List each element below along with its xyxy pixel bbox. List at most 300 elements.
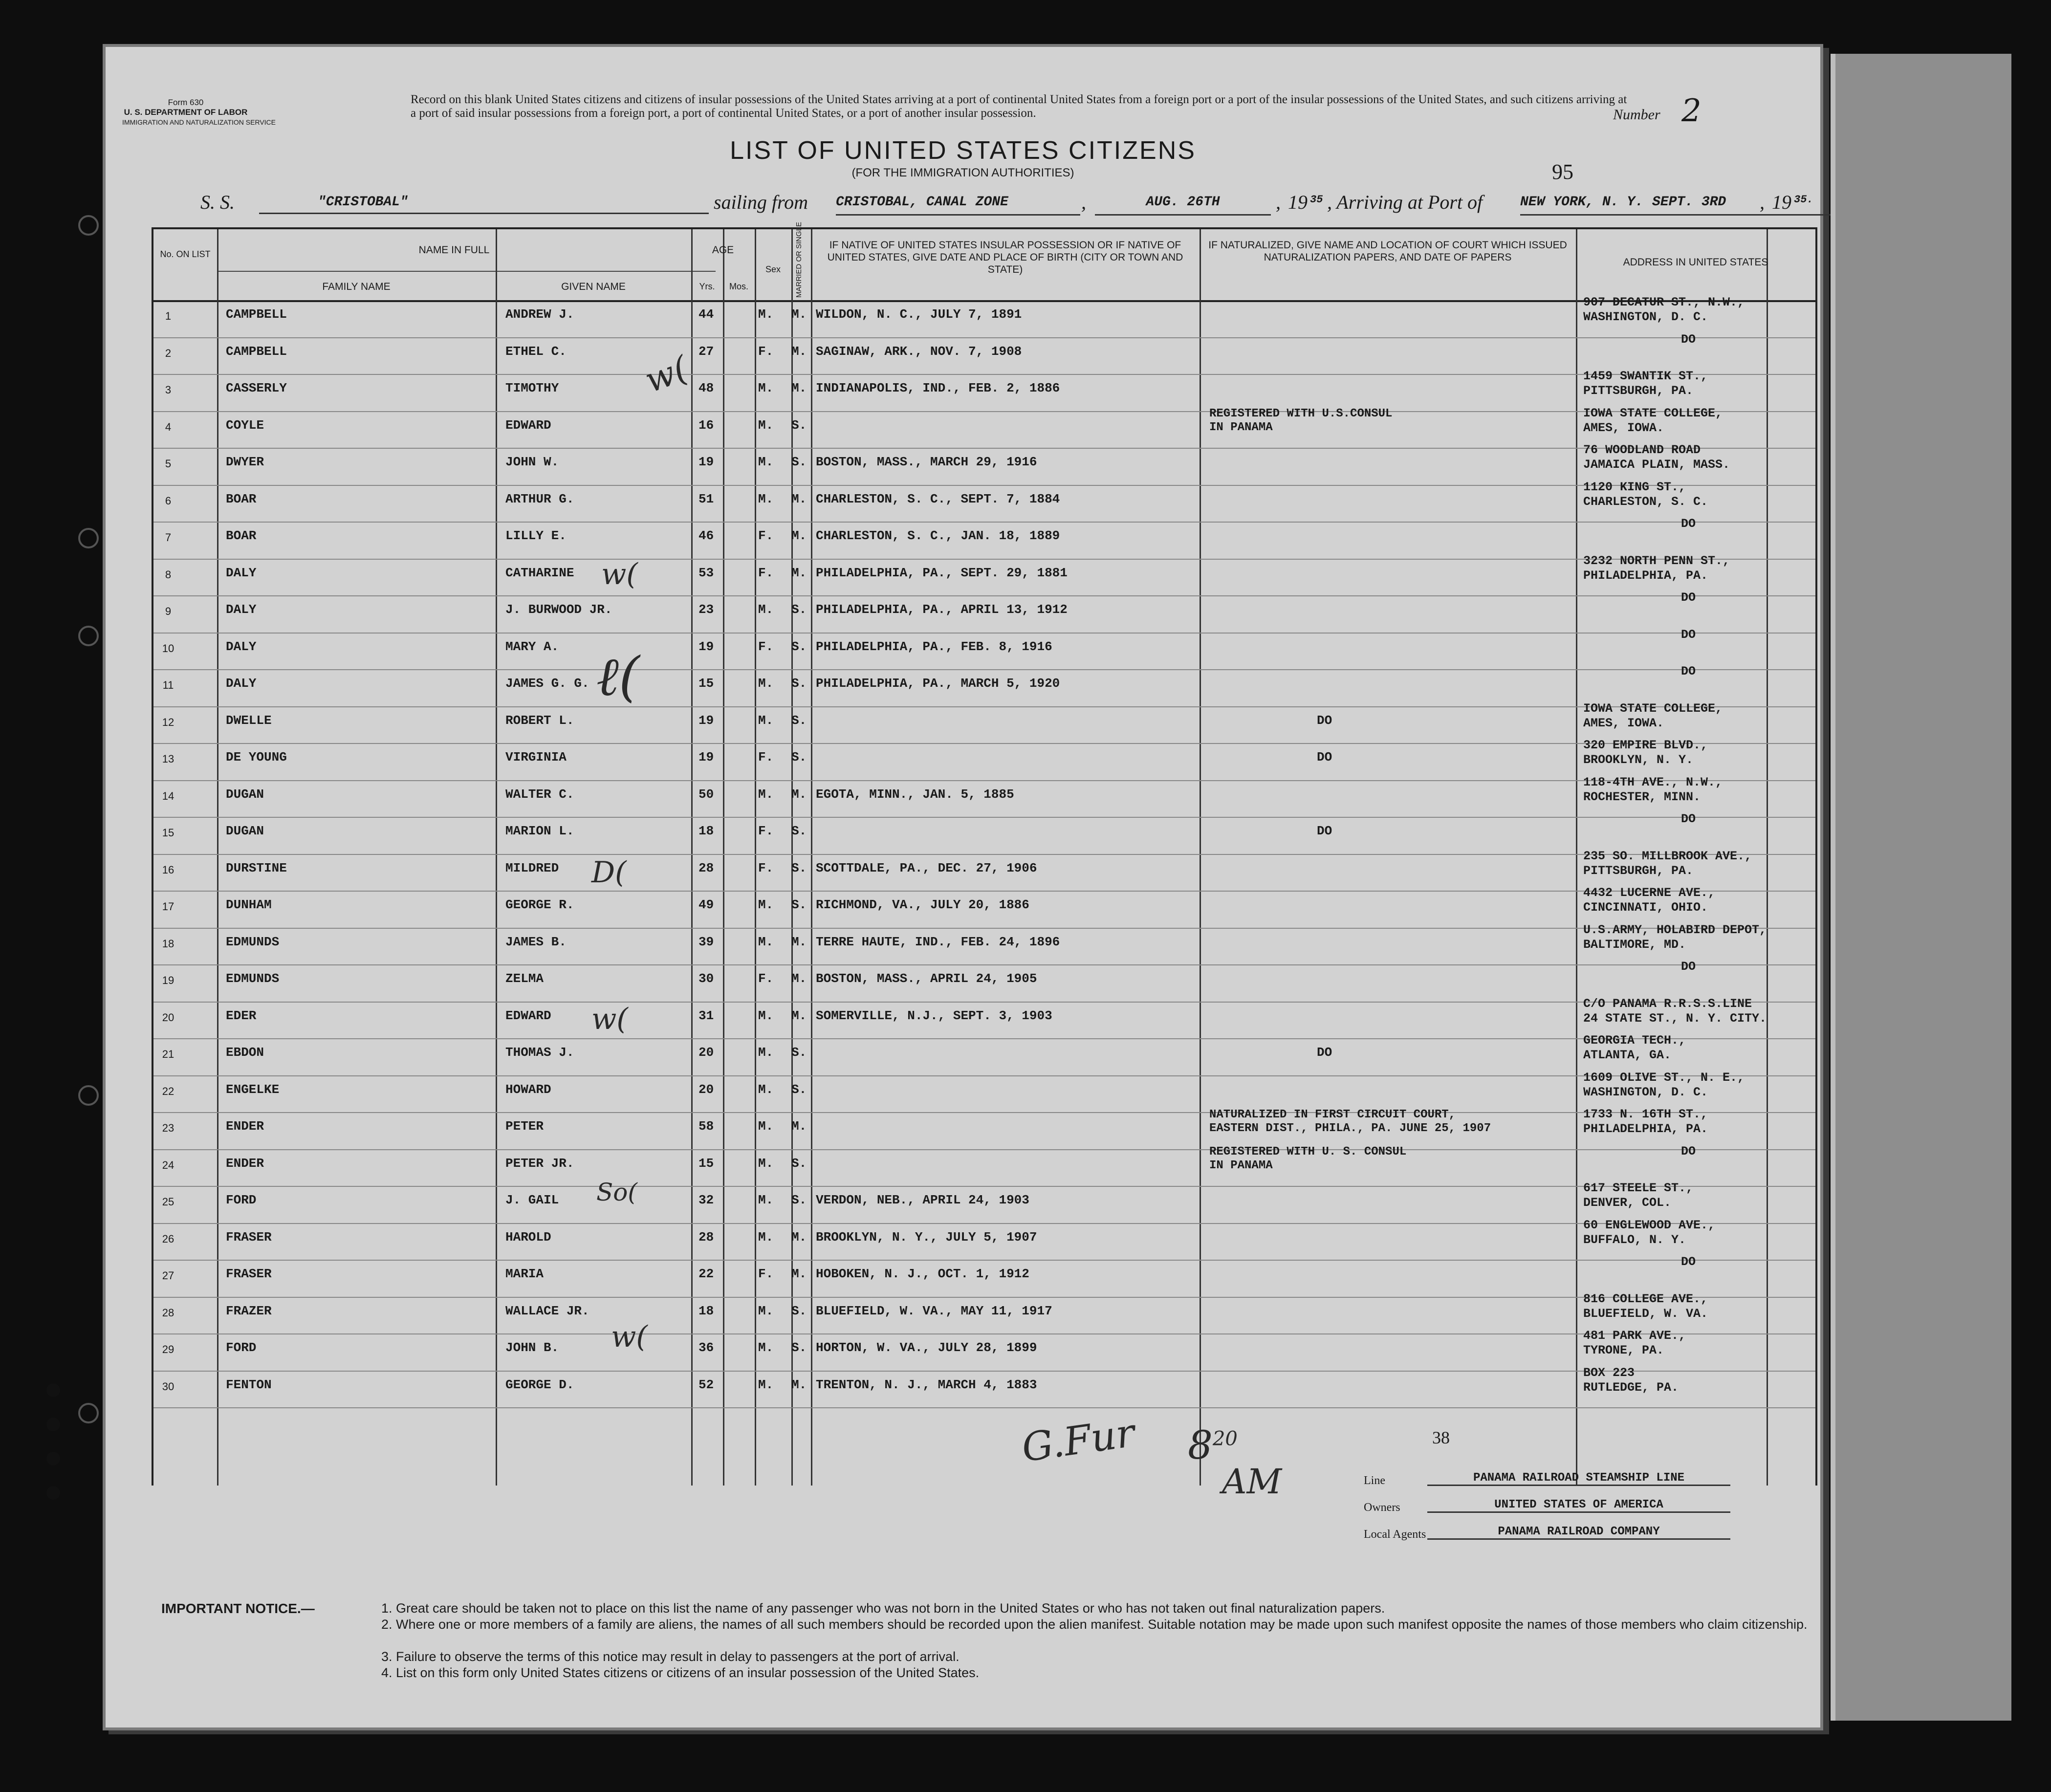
cell-age: 23 [698,602,714,617]
notice-item-3: 3. Failure to observe the terms of this notice may result in delay to passengers at the port of arrival. [381,1649,960,1664]
cell-birth: RICHMOND, VA., JULY 20, 1886 [816,897,1029,912]
cell-given: JOHN B. [505,1340,559,1355]
cell-family: DUGAN [226,787,264,802]
cell-sex: M. [758,934,774,949]
col-given-name: GIVEN NAME [561,281,626,292]
col-no-on-list: No. ON LIST [160,249,211,259]
address-line-1: 118-4TH AVE., N.W., [1583,775,1723,789]
table-row [153,664,1815,706]
cell-birth: TERRE HAUTE, IND., FEB. 24, 1896 [816,934,1060,949]
cell-sex: M. [758,1193,774,1207]
cell-address [1583,1366,1813,1395]
arrival-year-prefix: 19 [1772,191,1791,213]
address-line-1: 320 EMPIRE BLVD., [1583,738,1708,752]
table-row [153,627,1815,669]
binder-ring [78,1085,99,1106]
cell-family: ENDER [226,1119,264,1134]
page-subtitle: (FOR THE IMMIGRATION AUTHORITIES) [851,166,1074,179]
cell-sex: M. [758,417,774,433]
cell-given: JOHN W. [505,455,559,469]
cell-ms: S. [791,1340,807,1355]
cell-sex: F. [758,528,774,543]
address-line-2: WASHINGTON, D. C. [1583,310,1708,324]
table-row [153,1365,1815,1407]
cell-age: 49 [698,897,714,912]
ship-name: "CRISTOBAL" [259,195,709,214]
cell-address [1583,295,1813,325]
handwritten-mark-1: w( [639,348,694,401]
address-line-1: 1120 KING ST., [1583,480,1686,494]
owners-label: Owners [1364,1501,1400,1514]
cell-sex: M. [758,1340,774,1355]
cell-given: MARY A. [505,639,559,654]
address-line-2: DO [1681,960,1696,974]
cell-sex: F. [758,565,774,580]
cell-address [1583,628,1813,642]
owners-row [1364,1498,1755,1518]
cell-no: 19 [162,974,175,986]
cell-ms: S. [791,713,807,728]
arriving-label: , Arriving at Port of [1327,191,1483,213]
binder-ring [78,626,99,646]
table-row [153,369,1815,411]
cell-no: 14 [162,789,175,802]
cell-family: DWELLE [226,713,272,728]
cell-given: PETER JR. [505,1156,574,1171]
cell-sex: F. [758,344,774,359]
col-age: AGE [712,244,734,256]
table-row [153,701,1815,743]
cell-no: 6 [165,494,172,507]
col-married-single: MARRIED OR SINGLE [795,221,803,298]
cell-given: HAROLD [505,1229,551,1245]
address-line-2: JAMAICA PLAIN, MASS. [1583,458,1730,472]
table-row [153,1255,1815,1296]
table-row [153,1329,1815,1370]
address-line-1: IOWA STATE COLLEGE, [1583,406,1723,420]
cell-ms: S. [791,455,807,469]
binder-ring [78,528,99,548]
cell-ms: M. [791,1267,807,1281]
departure-date: AUG. 26TH [1095,195,1271,216]
cell-birth: BROOKLYN, N. Y., JULY 5, 1907 [816,1229,1037,1245]
service: IMMIGRATION AND NATURALIZATION SERVICE [122,118,276,126]
table-row [153,812,1815,853]
cell-address [1583,1071,1813,1100]
cell-family: FRASER [226,1229,272,1245]
cell-family: EDMUNDS [226,971,280,986]
address-line-1: 816 COLLEGE AVE., [1583,1291,1708,1306]
table-row [153,1144,1815,1186]
cell-sex: F. [758,971,774,986]
cell-nat: DO [1317,824,1332,838]
cell-given: TIMOTHY [505,381,559,395]
address-line-1: 1733 N. 16TH ST., [1583,1107,1708,1121]
cell-sex: M. [758,1008,774,1023]
cell-sex: M. [758,676,774,691]
table-row [153,1070,1815,1112]
cell-family: FORD [226,1340,257,1355]
cell-address [1583,849,1813,878]
cell-nat: REGISTERED WITH U.S.CONSUL IN PANAMA [1209,407,1393,434]
address-line-2: WASHINGTON, D. C. [1583,1085,1708,1099]
owners-value: UNITED STATES OF AMERICA [1427,1498,1730,1513]
cell-family: DE YOUNG [226,750,287,765]
address-line-2: CINCINNATI, OHIO. [1583,900,1708,915]
cell-age: 58 [698,1119,714,1134]
cell-age: 39 [698,934,714,949]
cell-no: 18 [162,937,175,950]
binder-ring [78,1403,99,1423]
cell-ms: S. [791,750,807,765]
cell-family: CASSERLY [226,381,287,395]
cell-no: 5 [165,458,172,470]
cell-family: FENTON [226,1377,272,1392]
address-line-1: 481 PARK AVE., [1583,1329,1686,1343]
manifest-page [103,44,1823,1730]
cell-age: 44 [698,307,714,322]
cell-ms: S. [791,860,807,875]
cell-given: CATHARINE [505,565,574,580]
cell-address [1583,664,1813,679]
cell-birth: EGOTA, MINN., JAN. 5, 1885 [816,787,1014,802]
cell-ms: S. [791,1303,807,1318]
table-row [153,517,1815,558]
cell-family: BOAR [226,528,257,543]
line-row [1364,1471,1755,1491]
ss-label: S. S. [200,191,235,213]
address-line-1: IOWA STATE COLLEGE, [1583,701,1723,716]
address-line-2: BLUEFIELD, W. VA. [1583,1306,1708,1321]
cell-sex: F. [758,860,774,875]
cell-no: 25 [162,1196,175,1208]
table-row [153,996,1815,1038]
cell-given: LILLY E. [505,528,567,543]
address-line-1: 60 ENGLEWOOD AVE., [1583,1218,1716,1232]
cell-age: 31 [698,1008,714,1023]
cell-address [1583,590,1813,605]
cell-family: CAMPBELL [226,307,287,322]
cell-no: 21 [162,1048,175,1060]
cell-nat: REGISTERED WITH U. S. CONSUL IN PANAMA [1209,1145,1407,1172]
cell-given: MARIA [505,1267,544,1281]
cell-given: WALLACE JR. [505,1303,589,1318]
col-birth: IF NATIVE OF UNITED STATES INSULAR POSSESSION OR IF NATIVE OF UNITED STATES, GIVE DATE AND PLACE OF BIRTH (CITY OR TOWN AND STATE) [827,240,1183,275]
table-row [153,295,1815,337]
address-line-1: 617 STEELE ST., [1583,1181,1694,1195]
cell-sex: M. [758,1082,774,1097]
cell-age: 18 [698,1303,714,1318]
cell-age: 51 [698,491,714,506]
address-line-1: 3232 NORTH PENN ST., [1583,553,1730,568]
cell-no: 27 [162,1269,175,1282]
cell-age: 15 [698,1156,714,1171]
table-row [153,738,1815,780]
cell-age: 48 [698,381,714,395]
cell-no: 4 [165,420,172,433]
cell-family: FORD [226,1193,257,1207]
cell-family: DALY [226,676,257,691]
cell-family: DALY [226,602,257,617]
cell-age: 16 [698,417,714,433]
cell-ms: S. [791,676,807,691]
cell-family: DALY [226,639,257,654]
cell-ms: M. [791,307,807,322]
cell-ms: S. [791,1082,807,1097]
cell-address [1583,1107,1813,1136]
cell-birth: SAGINAW, ARK., NOV. 7, 1908 [816,344,1022,359]
handwritten-initials: G.Fur [1019,1410,1138,1471]
cell-age: 19 [698,713,714,728]
binder-hole [46,1452,60,1465]
address-line-1: GEORGIA TECH., [1583,1033,1686,1048]
cell-birth: HOBOKEN, N. J., OCT. 1, 1912 [816,1267,1029,1281]
table-row [153,886,1815,927]
address-line-2: BUFFALO, N. Y. [1583,1232,1686,1247]
cell-given: GEORGE D. [505,1377,574,1392]
cell-no: 28 [162,1306,175,1319]
cell-family: EDMUNDS [226,934,280,949]
address-line-1: 907 DECATUR ST., N.W., [1583,295,1745,309]
table-row [153,443,1815,484]
table-row [153,960,1815,1001]
cell-sex: M. [758,381,774,395]
table-row [153,1033,1815,1075]
cell-given: JAMES G. G. [505,676,589,691]
cell-birth: PHILADELPHIA, PA., APRIL 13, 1912 [816,602,1068,617]
binder-hole [46,1418,60,1431]
address-line-2: CHARLESTON, S. C. [1583,494,1708,509]
cell-address [1583,738,1813,767]
cell-ms: M. [791,528,807,543]
address-line-2: DO [1681,1255,1696,1269]
cell-family: FRAZER [226,1303,272,1318]
handwritten-am: AM [1222,1462,1282,1502]
cell-no: 22 [162,1085,175,1097]
cell-age: 50 [698,787,714,802]
cell-address [1583,443,1813,472]
cell-sex: M. [758,307,774,322]
handwritten-mark-5: w( [591,1002,628,1036]
table-row [153,590,1815,632]
handwritten-mark-6: w( [611,1320,648,1354]
cell-address [1583,1144,1813,1159]
cell-no: 15 [162,827,175,839]
cell-sex: F. [758,639,774,654]
cell-given: ARTHUR G. [505,491,574,506]
departure-year: 35 [1310,194,1323,206]
cell-ms: M. [791,491,807,506]
cell-given: MILDRED [505,860,559,875]
cell-ms: S. [791,897,807,912]
cell-age: 52 [698,1377,714,1392]
cell-ms: S. [791,1193,807,1207]
cell-birth: SOMERVILLE, N.J., SEPT. 3, 1903 [816,1008,1052,1023]
cell-sex: F. [758,824,774,838]
cell-age: 27 [698,344,714,359]
cell-sex: F. [758,750,774,765]
address-line-2: PHILADELPHIA, PA. [1583,1122,1708,1136]
departure-year-prefix: 19 [1288,191,1308,213]
cell-family: ENDER [226,1156,264,1171]
address-line-2: 24 STATE ST., N. Y. CITY. [1583,1011,1767,1026]
notice-item-2: 2. Where one or more members of a family are aliens, the names of all such members should be recorded upon the alien manifest. Suitable notation may be made upon such manifest opposite the names of those members who claim citizenship. [381,1617,1808,1632]
cell-address [1583,369,1813,398]
cell-given: ZELMA [505,971,544,986]
table-row [153,406,1815,448]
address-line-2: DO [1681,590,1696,605]
table-row [153,332,1815,374]
cell-sex: M. [758,1156,774,1171]
arrival-date: SEPT. 3RD [1652,195,1726,210]
cell-sex: M. [758,1229,774,1245]
cell-age: 30 [698,971,714,986]
passenger-rows [153,295,1815,1473]
cell-ms: S. [791,602,807,617]
address-line-2: AMES, IOWA. [1583,420,1664,435]
handwritten-mark-2: w( [601,557,638,591]
address-line-2: BROOKLYN, N. Y. [1583,753,1694,767]
cell-ms: M. [791,934,807,949]
table-row [153,849,1815,891]
cell-family: DURSTINE [226,860,287,875]
cell-ms: M. [791,971,807,986]
agents-value: PANAMA RAILROAD COMPANY [1427,1525,1730,1540]
cell-given: EDWARD [505,1008,551,1023]
table-row [153,922,1815,964]
address-line-2: TYRONE, PA. [1583,1343,1664,1357]
cell-given: MARION L. [505,824,574,838]
cell-birth: CHARLESTON, S. C., JAN. 18, 1889 [816,528,1060,543]
cell-address [1583,1181,1813,1210]
cell-sex: M. [758,787,774,802]
cell-age: 36 [698,1340,714,1355]
cell-birth: WILDON, N. C., JULY 7, 1891 [816,307,1022,322]
table-row [153,1181,1815,1223]
voyage-line: S. S. "CRISTOBAL" sailing from CRISTOBAL, CANAL ZONE , AUG. 26TH , 19 35 , Arriving at Port of NEW YORK, N. Y. SEPT. 3RD , 19 35. [200,191,1813,220]
cell-nat: DO [1317,713,1332,728]
agents-label: Local Agents [1364,1528,1426,1541]
stamp-number: 95 [1552,160,1573,184]
cell-birth: BLUEFIELD, W. VA., MAY 11, 1917 [816,1303,1052,1318]
cell-no: 16 [162,863,175,876]
line-value: PANAMA RAILROAD STEAMSHIP LINE [1427,1471,1730,1486]
address-line-1: U.S.ARMY, HOLABIRD DEPOT, [1583,922,1767,937]
cell-birth: PHILADELPHIA, PA., SEPT. 29, 1881 [816,565,1068,580]
cell-birth: VERDON, NEB., APRIL 24, 1903 [816,1193,1029,1207]
cell-address [1583,517,1813,531]
cell-address [1583,775,1813,805]
col-family-name: FAMILY NAME [322,281,391,292]
table-row [153,1107,1815,1149]
cell-age: 53 [698,565,714,580]
cell-ms: M. [791,565,807,580]
col-name-in-full: NAME IN FULL [418,244,490,256]
handwritten-mark-3: ℓ( [596,645,640,708]
address-line-2: PHILADELPHIA, PA. [1583,568,1708,583]
cell-given: WALTER C. [505,787,574,802]
address-line-2: DO [1681,517,1696,531]
address-line-2: DENVER, COL. [1583,1196,1672,1210]
cell-birth: INDIANAPOLIS, IND., FEB. 2, 1886 [816,381,1060,395]
cell-birth: PHILADELPHIA, PA., FEB. 8, 1916 [816,639,1052,654]
cell-age: 19 [698,750,714,765]
cell-sex: M. [758,1303,774,1318]
cell-birth: HORTON, W. VA., JULY 28, 1899 [816,1340,1037,1355]
cell-address [1583,1292,1813,1321]
cell-given: ROBERT L. [505,713,574,728]
cell-address [1583,332,1813,347]
cell-address [1583,554,1813,583]
cell-given: ETHEL C. [505,344,567,359]
cell-sex: M. [758,602,774,617]
address-line-2: DO [1681,627,1696,642]
cell-age: 28 [698,860,714,875]
cell-family: ENGELKE [226,1082,280,1097]
cell-ms: S. [791,1156,807,1171]
cell-ms: M. [791,1008,807,1023]
cell-address [1583,1255,1813,1269]
address-line-2: RUTLEDGE, PA. [1583,1380,1679,1395]
cell-address [1583,1218,1813,1247]
cell-address [1583,812,1813,827]
cell-ms: S. [791,1045,807,1060]
address-line-2: BALTIMORE, MD. [1583,937,1686,952]
cell-given: JAMES B. [505,934,567,949]
binder-hole [46,1486,60,1500]
cell-family: DUNHAM [226,897,272,912]
table-row [153,775,1815,817]
form-instruction: Record on this blank United States citizens and citizens of insular possessions of the United States arriving at a port of continental United States from a foreign port or a port of the insular possessions of the United States, and such citizens arriving at a port of said insular possessions from a foreign port, a port of continental United States, or a port of another insular possession. [411,93,1627,120]
cell-given: PETER [505,1119,544,1134]
table-row [153,1218,1815,1260]
cell-no: 26 [162,1232,175,1245]
cell-birth: BOSTON, MASS., MARCH 29, 1916 [816,455,1037,469]
cell-no: 30 [162,1380,175,1393]
cell-address [1583,1033,1813,1063]
arrival-year: 35. [1794,194,1813,206]
col-sex: Sex [765,264,781,274]
cell-sex: M. [758,455,774,469]
cell-age: 19 [698,455,714,469]
cell-no: 23 [162,1122,175,1134]
cell-ms: S. [791,417,807,433]
page-title: LIST OF UNITED STATES CITIZENS [730,136,1196,165]
cell-family: DALY [226,565,257,580]
cell-address [1583,923,1813,952]
department: U. S. DEPARTMENT OF LABOR [124,108,248,117]
cell-no: 11 [162,679,174,691]
cell-family: DWYER [226,455,264,469]
cell-given: THOMAS J. [505,1045,574,1060]
cell-ms: M. [791,1229,807,1245]
cell-family: BOAR [226,491,257,506]
table-row [153,480,1815,522]
cell-age: 32 [698,1193,714,1207]
cell-ms: M. [791,1377,807,1392]
cell-address [1583,701,1813,731]
agents-row [1364,1525,1755,1545]
cell-ms: S. [791,824,807,838]
handwritten-time: $8^{20}$ [1188,1422,1238,1468]
form-number: Form 630 [168,98,204,107]
cell-nat: NATURALIZED IN FIRST CIRCUIT COURT, EASTERN DIST., PHILA., PA. JUNE 25, 1907 [1209,1108,1491,1135]
binder-ring [78,215,99,236]
cell-sex: M. [758,491,774,506]
cell-no: 29 [162,1343,175,1355]
binder-hole [46,1383,60,1397]
col-address: ADDRESS IN UNITED STATES [1623,257,1768,268]
